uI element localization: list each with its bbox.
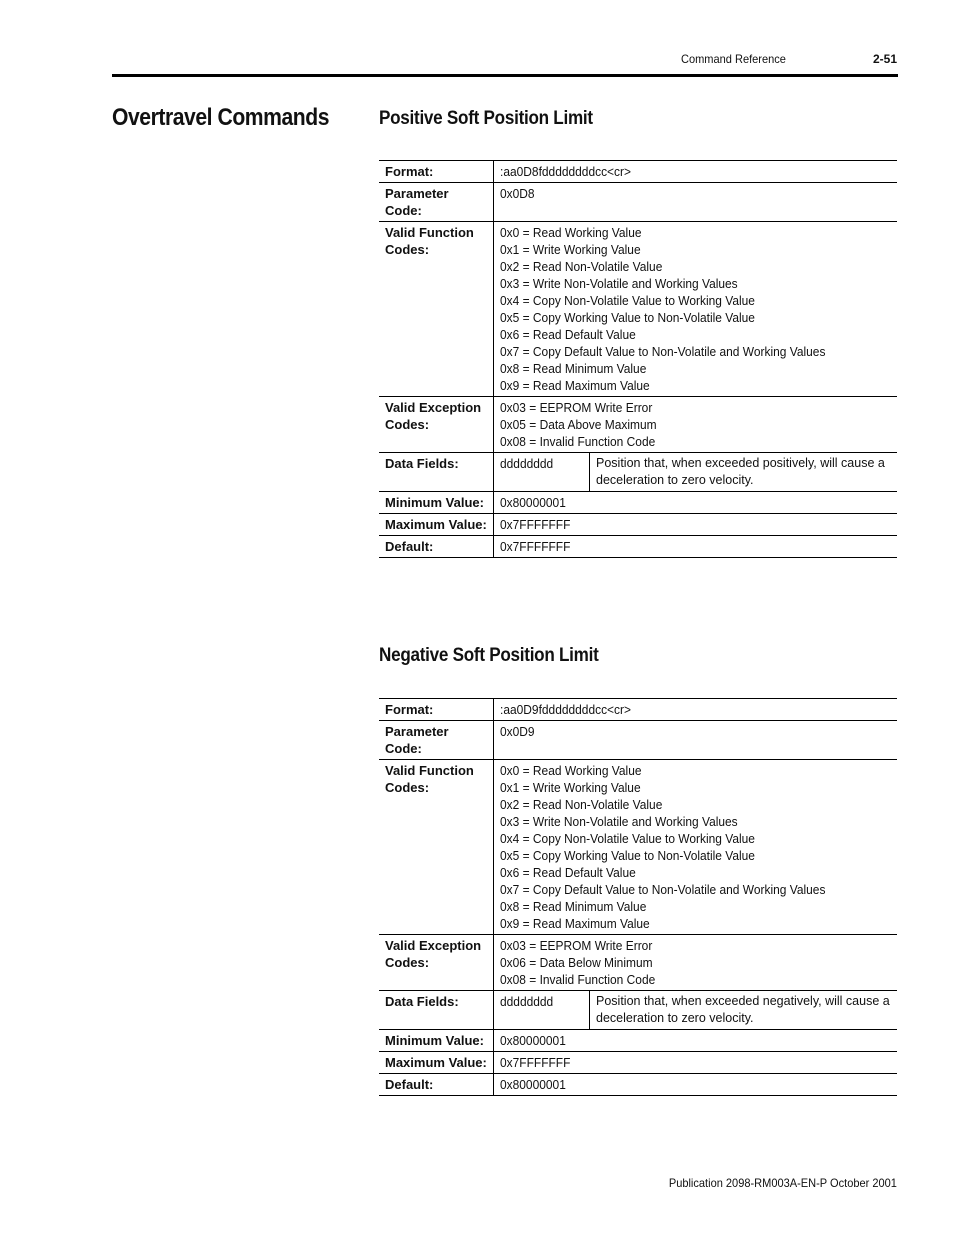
table-row-param bbox=[379, 721, 897, 760]
command-table-negative bbox=[379, 698, 897, 1096]
exception-codes-list bbox=[494, 935, 898, 991]
list-item: 0x3 = Write Non-Volatile and Working Values bbox=[500, 276, 738, 291]
list-item: 0x0 = Read Working Value bbox=[500, 763, 642, 778]
table-row-default bbox=[379, 1074, 897, 1096]
list-item: 0x9 = Read Maximum Value bbox=[500, 916, 650, 931]
list-item: 0x7 = Copy Default Value to Non-Volatile and Working Values bbox=[500, 882, 826, 897]
row-label: Minimum Value: bbox=[379, 1030, 494, 1052]
row-label: Maximum Value: bbox=[379, 1052, 494, 1074]
min-value: 0x80000001 bbox=[494, 1030, 898, 1052]
func-codes-list bbox=[494, 222, 898, 397]
row-label: Format: bbox=[379, 161, 494, 183]
list-item: 0x6 = Read Default Value bbox=[500, 865, 636, 880]
running-header-section: Command Reference bbox=[681, 52, 786, 66]
publication-footer: Publication 2098-RM003A-EN-P October 2001 bbox=[668, 1176, 897, 1190]
default-value: 0x80000001 bbox=[494, 1074, 898, 1096]
table-row-format bbox=[379, 161, 897, 183]
table-row-min bbox=[379, 1030, 897, 1052]
row-label: Valid Exception Codes: bbox=[379, 397, 494, 453]
list-item: 0x03 = EEPROM Write Error bbox=[500, 938, 653, 953]
max-value: 0x7FFFFFFF bbox=[494, 514, 898, 536]
header-rule bbox=[112, 74, 898, 77]
list-item: 0x7 = Copy Default Value to Non-Volatile and Working Values bbox=[500, 344, 826, 359]
command-table-positive bbox=[379, 160, 897, 558]
list-item: 0x5 = Copy Working Value to Non-Volatile Value bbox=[500, 310, 755, 325]
param-value: 0x0D9 bbox=[494, 721, 898, 760]
row-label: Default: bbox=[379, 1074, 494, 1096]
row-label: Parameter Code: bbox=[379, 721, 494, 760]
table-row-func bbox=[379, 222, 897, 397]
row-label: Minimum Value: bbox=[379, 492, 494, 514]
list-item: 0x5 = Copy Working Value to Non-Volatile Value bbox=[500, 848, 755, 863]
list-item: 0x1 = Write Working Value bbox=[500, 780, 641, 795]
exception-codes-list bbox=[494, 397, 898, 453]
table-row-func bbox=[379, 760, 897, 935]
list-item: 0x9 = Read Maximum Value bbox=[500, 378, 650, 393]
data-field-description: Position that, when exceeded positively, will cause a deceleration to zero velocity. bbox=[590, 453, 898, 492]
list-item: 0x08 = Invalid Function Code bbox=[500, 972, 656, 987]
list-item: 0x0 = Read Working Value bbox=[500, 225, 642, 240]
table-row-data-fields bbox=[379, 453, 897, 492]
table-row-format bbox=[379, 699, 897, 721]
row-label: Format: bbox=[379, 699, 494, 721]
table-title-negative: Negative Soft Position Limit bbox=[379, 645, 599, 666]
list-item: 0x8 = Read Minimum Value bbox=[500, 361, 647, 376]
table-row-exceptions bbox=[379, 397, 897, 453]
list-item: 0x6 = Read Default Value bbox=[500, 327, 636, 342]
list-item: 0x4 = Copy Non-Volatile Value to Working Value bbox=[500, 831, 755, 846]
row-label: Default: bbox=[379, 536, 494, 558]
row-label: Data Fields: bbox=[379, 453, 494, 492]
func-codes-list bbox=[494, 760, 898, 935]
list-item: 0x2 = Read Non-Volatile Value bbox=[500, 797, 663, 812]
row-label: Maximum Value: bbox=[379, 514, 494, 536]
table-row-exceptions bbox=[379, 935, 897, 991]
table-row-max bbox=[379, 514, 897, 536]
list-item: 0x3 = Write Non-Volatile and Working Values bbox=[500, 814, 738, 829]
format-value: :aa0D8fddddddddcc<cr> bbox=[494, 161, 898, 183]
row-label: Valid Function Codes: bbox=[379, 760, 494, 935]
row-label: Valid Function Codes: bbox=[379, 222, 494, 397]
table-row-max bbox=[379, 1052, 897, 1074]
data-field-description: Position that, when exceeded negatively, will cause a deceleration to zero velocity. bbox=[590, 991, 898, 1030]
page-number: 2-51 bbox=[872, 52, 897, 66]
format-value: :aa0D9fddddddddcc<cr> bbox=[494, 699, 898, 721]
row-label: Valid Exception Codes: bbox=[379, 935, 494, 991]
list-item: 0x05 = Data Above Maximum bbox=[500, 417, 657, 432]
table-row-default bbox=[379, 536, 897, 558]
list-item: 0x2 = Read Non-Volatile Value bbox=[500, 259, 663, 274]
list-item: 0x1 = Write Working Value bbox=[500, 242, 641, 257]
param-value: 0x0D8 bbox=[494, 183, 898, 222]
list-item: 0x8 = Read Minimum Value bbox=[500, 899, 647, 914]
default-value: 0x7FFFFFFF bbox=[494, 536, 898, 558]
table-row-data-fields bbox=[379, 991, 897, 1030]
section-title: Overtravel Commands bbox=[112, 104, 330, 131]
row-label: Parameter Code: bbox=[379, 183, 494, 222]
table-row-param bbox=[379, 183, 897, 222]
list-item: 0x4 = Copy Non-Volatile Value to Working Value bbox=[500, 293, 755, 308]
row-label: Data Fields: bbox=[379, 991, 494, 1030]
list-item: 0x03 = EEPROM Write Error bbox=[500, 400, 653, 415]
table-title-positive: Positive Soft Position Limit bbox=[379, 108, 593, 129]
data-field-name: dddddddd bbox=[494, 453, 590, 492]
list-item: 0x06 = Data Below Minimum bbox=[500, 955, 653, 970]
table-row-min bbox=[379, 492, 897, 514]
list-item: 0x08 = Invalid Function Code bbox=[500, 434, 656, 449]
min-value: 0x80000001 bbox=[494, 492, 898, 514]
data-field-name: dddddddd bbox=[494, 991, 590, 1030]
max-value: 0x7FFFFFFF bbox=[494, 1052, 898, 1074]
